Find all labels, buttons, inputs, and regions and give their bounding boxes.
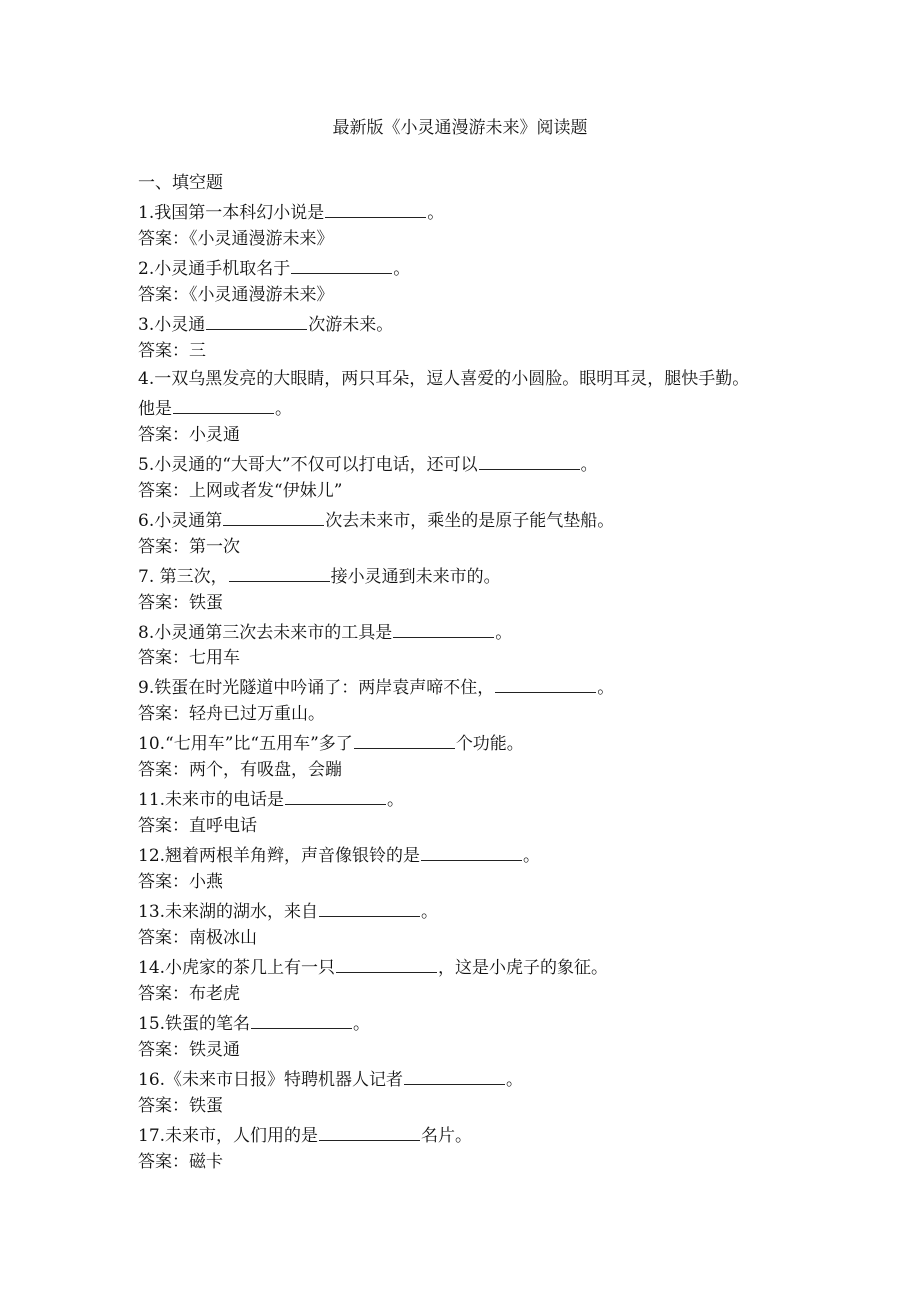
question-item xyxy=(138,786,838,842)
answer-blank xyxy=(223,507,324,526)
answer-blank xyxy=(285,786,386,805)
answer-text: 布老虎 xyxy=(189,984,240,1005)
answer-label: 答案： xyxy=(138,592,189,613)
question-text: 他是 xyxy=(138,398,172,419)
question-text: 。 xyxy=(421,902,439,923)
answer-line xyxy=(138,646,838,674)
question-line xyxy=(138,730,838,758)
question-item xyxy=(138,619,838,675)
question-text: 。 xyxy=(597,678,615,699)
question-text: 8.小灵通第三次去未来市的工具是 xyxy=(138,622,393,643)
question-text: 9.铁蛋在时光隧道中吟诵了：两岸袁声啼不住， xyxy=(138,678,495,699)
answer-label: 答案： xyxy=(138,536,189,557)
answer-line xyxy=(138,702,838,730)
answer-text: 铁蛋 xyxy=(189,592,223,613)
question-line xyxy=(138,395,838,423)
question-line xyxy=(138,367,838,395)
question-text: 。 xyxy=(387,790,405,811)
answer-line xyxy=(138,535,838,563)
question-line xyxy=(138,199,838,227)
question-line xyxy=(138,898,838,926)
question-item xyxy=(138,367,838,451)
question-line xyxy=(138,786,838,814)
answer-label: 答案： xyxy=(138,1040,189,1061)
answer-label: 答案： xyxy=(138,928,189,949)
answer-label: 答案： xyxy=(138,480,189,501)
answer-blank xyxy=(251,1010,352,1029)
answer-line xyxy=(138,1038,838,1066)
question-text: 。 xyxy=(427,202,445,223)
question-item xyxy=(138,507,838,563)
question-text: 1.我国第一本科幻小说是 xyxy=(138,202,325,223)
answer-label: 答案： xyxy=(138,1151,189,1172)
answer-line xyxy=(138,870,838,898)
question-line xyxy=(138,674,838,702)
question-list xyxy=(138,199,838,1178)
document-body xyxy=(138,171,838,1178)
question-text: 接小灵通到未来市的。 xyxy=(330,566,501,587)
answer-text: 《小灵通漫游未来》 xyxy=(189,284,334,305)
answer-blank xyxy=(319,1122,420,1141)
answer-line xyxy=(138,339,838,367)
question-text: 个功能。 xyxy=(455,734,524,755)
question-text: 3.小灵通 xyxy=(138,314,206,335)
question-line xyxy=(138,842,838,870)
answer-text: 直呼电话 xyxy=(189,816,257,837)
answer-label: 答案： xyxy=(138,228,189,249)
question-text: 4.一双乌黑发亮的大眼睛，两只耳朵，逗人喜爱的小圆脸。眼明耳灵，腿快手勤。 xyxy=(138,368,750,389)
question-text: 7. 第三次， xyxy=(138,566,228,587)
answer-label: 答案： xyxy=(138,1095,189,1116)
question-text: 12.翘着两根羊角辫，声音像银铃的是 xyxy=(138,846,421,867)
question-item xyxy=(138,954,838,1010)
question-text: 次游未来。 xyxy=(308,314,394,335)
question-line xyxy=(138,954,838,982)
answer-blank xyxy=(206,311,307,330)
question-item xyxy=(138,1122,838,1178)
answer-line xyxy=(138,1094,838,1122)
answer-blank xyxy=(495,674,596,693)
answer-text: 三 xyxy=(189,340,206,361)
question-text: 。 xyxy=(393,258,411,279)
answer-text: 两个，有吸盘，会蹦 xyxy=(189,760,342,781)
question-line xyxy=(138,311,838,339)
answer-blank xyxy=(319,898,420,917)
question-line xyxy=(138,563,838,591)
answer-line xyxy=(138,227,838,255)
question-text: 13.未来湖的湖水，来自 xyxy=(138,902,319,923)
question-line xyxy=(138,507,838,535)
answer-text: 轻舟已过万重山。 xyxy=(189,704,325,725)
answer-text: 铁蛋 xyxy=(189,1095,223,1116)
question-text: 5.小灵通的“大哥大”不仅可以打电话，还可以 xyxy=(138,454,478,475)
answer-blank xyxy=(291,255,392,274)
answer-line xyxy=(138,1150,838,1178)
answer-label: 答案： xyxy=(138,704,189,725)
question-item xyxy=(138,255,838,311)
answer-blank xyxy=(479,451,580,470)
answer-text: 南极冰山 xyxy=(189,928,257,949)
question-text: 10.“七用车”比“五用车”多了 xyxy=(138,734,353,755)
answer-line xyxy=(138,926,838,954)
answer-blank xyxy=(354,730,455,749)
answer-text: 《小灵通漫游未来》 xyxy=(189,228,334,249)
answer-text: 小灵通 xyxy=(189,424,240,445)
answer-line xyxy=(138,758,838,786)
question-text: 6.小灵通第 xyxy=(138,510,223,531)
answer-line xyxy=(138,479,838,507)
question-text: 16.《未来市日报》特聘机器人记者 xyxy=(138,1070,404,1090)
question-item xyxy=(138,563,838,619)
question-line xyxy=(138,451,838,479)
answer-label: 答案： xyxy=(138,424,189,445)
answer-text: 小燕 xyxy=(189,872,223,893)
answer-text: 第一次 xyxy=(189,536,240,557)
question-item xyxy=(138,842,838,898)
question-text: 名片。 xyxy=(421,1125,473,1146)
question-item xyxy=(138,451,838,507)
answer-label: 答案： xyxy=(138,340,189,361)
question-item xyxy=(138,898,838,954)
question-line xyxy=(138,1010,838,1038)
section-heading: 一、填空题 xyxy=(138,173,223,193)
question-text: 。 xyxy=(506,1070,524,1090)
question-item xyxy=(138,199,838,255)
question-line xyxy=(138,255,838,283)
answer-line xyxy=(138,423,838,451)
question-text: 11.未来市的电话是 xyxy=(138,790,285,811)
question-item xyxy=(138,1066,838,1122)
question-text: 。 xyxy=(523,846,541,867)
answer-blank xyxy=(229,563,330,582)
question-item xyxy=(138,311,838,367)
question-item xyxy=(138,674,838,730)
question-item xyxy=(138,730,838,786)
question-line xyxy=(138,1122,838,1150)
answer-text: 磁卡 xyxy=(189,1151,223,1172)
answer-blank xyxy=(421,842,522,861)
answer-blank xyxy=(404,1066,505,1085)
answer-line xyxy=(138,982,838,1010)
question-text: 15.铁蛋的笔名 xyxy=(138,1014,251,1035)
answer-text: 七用车 xyxy=(189,648,240,669)
question-text: 14.小虎家的茶几上有一只 xyxy=(138,958,336,979)
question-line xyxy=(138,619,838,647)
question-text: ，这是小虎子的象征。 xyxy=(438,958,609,979)
answer-text: 上网或者发“伊妹儿” xyxy=(189,480,343,501)
answer-text: 铁灵通 xyxy=(189,1040,240,1061)
question-text: 2.小灵通手机取名于 xyxy=(138,258,291,279)
answer-label: 答案： xyxy=(138,984,189,1005)
answer-blank xyxy=(325,199,426,218)
question-line xyxy=(138,1066,838,1094)
answer-line xyxy=(138,591,838,619)
answer-label: 答案： xyxy=(138,872,189,893)
question-text: 。 xyxy=(580,454,598,475)
answer-blank xyxy=(336,954,437,973)
question-text: 。 xyxy=(353,1014,371,1035)
question-text: 。 xyxy=(495,622,513,643)
answer-line xyxy=(138,814,838,842)
answer-label: 答案： xyxy=(138,648,189,669)
question-text: 。 xyxy=(275,398,292,419)
question-item xyxy=(138,1010,838,1066)
question-text: 17.未来市，人们用的是 xyxy=(138,1125,319,1146)
answer-label: 答案： xyxy=(138,284,189,305)
answer-label: 答案： xyxy=(138,816,189,837)
answer-label: 答案： xyxy=(138,760,189,781)
question-text: 次去未来市，乘坐的是原子能气垫船。 xyxy=(325,510,615,531)
answer-line xyxy=(138,283,838,311)
answer-blank xyxy=(393,619,494,638)
document-title: 最新版《小灵通漫游未来》阅读题 xyxy=(332,118,588,138)
answer-blank xyxy=(173,395,274,414)
